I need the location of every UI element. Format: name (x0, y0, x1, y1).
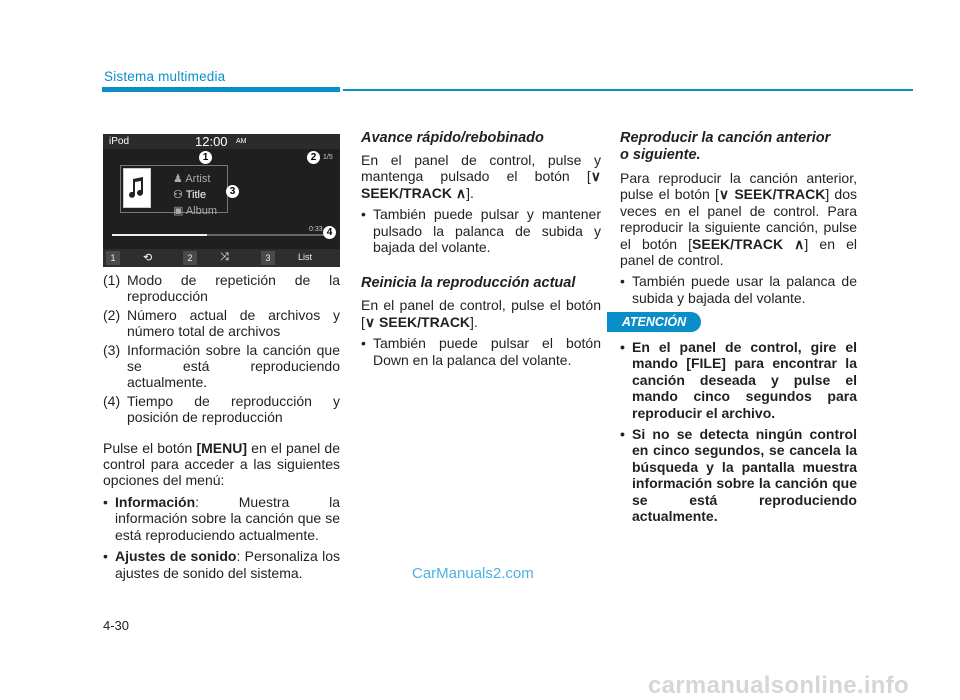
legend-item-4: (4) Tiempo de reproducción y posición de reproducción (103, 392, 340, 426)
caution-badge: ATENCIÓN (607, 312, 701, 332)
column-2 (361, 130, 601, 368)
preset-button-3: 3 (261, 251, 275, 265)
para-fast-forward: En el panel de control, pulse y mantenga pulsado el botón [∨ SEEK/TRACK ∧]. (361, 152, 601, 201)
column-3 (620, 130, 857, 306)
screen-artist: ♟ Artist (173, 173, 211, 185)
bullet-prev-next: • También puede usar la palanca de subida y bajada del volante. (620, 273, 857, 306)
legend-item-1: (1) Modo de repetición de la reproducción (103, 272, 340, 305)
callout-2: 2 (307, 151, 320, 164)
screen-file-count: 1/5 (323, 154, 333, 161)
repeat-icon: ⟲ (143, 252, 153, 264)
section-title: Sistema multimedia (104, 69, 226, 84)
heading-restart: Reinicia la reproducción actual (361, 275, 576, 292)
callout-1: 1 (199, 151, 212, 164)
header-bar-thin (343, 89, 913, 91)
caution-list (620, 339, 857, 524)
legend-item-2: (2) Número actual de archivos y número total de archivos (103, 306, 340, 340)
legend-item-3: (3) Información sobre la canción que se está reproduciendo actualmente. (103, 341, 340, 391)
screen-source-label: iPod (109, 136, 130, 147)
footer-watermark: carmanualsonline.info (648, 672, 910, 699)
preset-button-1: 1 (106, 251, 120, 265)
header-bar-thick (102, 87, 340, 92)
heading-fast-forward: Avance rápido/rebobinado (361, 130, 544, 146)
screen-elapsed-time: 0:33 (309, 226, 323, 233)
column-1 (103, 272, 340, 581)
bullet-restart: • También puede pulsar el botón Down en la palanca del volante. (361, 335, 601, 368)
ipod-screen-illustration (103, 134, 340, 267)
screen-album: ▣ Album (173, 205, 218, 217)
caution-bullet-1: • En el panel de control, gire el mando [FILE] para encontrar la canción deseada y pulse el mando cinco segundos para reproducir el archivo. (620, 339, 857, 421)
menu-bullet-sound: • Ajustes de sonido: Personaliza los ajustes de sonido del sistema. (103, 548, 341, 581)
menu-bullet-info: • Información: Muestra la información sobre la canción que se está reproduciendo actualmente. (103, 493, 340, 543)
para-prev-next: Para reproducir la canción anterior, pulse el botón [∨ SEEK/TRACK] dos veces en el panel de control. Para reproducir la siguiente canción, pulse el botón [SEEK/TRACK ∧] en el panel de control. (620, 170, 857, 269)
progress-fill (112, 234, 207, 236)
page-number: 4-30 (103, 618, 130, 633)
callout-3: 3 (226, 185, 239, 198)
callout-4: 4 (323, 226, 336, 239)
shuffle-icon: ⤨ (220, 251, 229, 263)
watermark-carmanuals2[interactable]: CarManuals2.com (412, 565, 534, 582)
progress-bar (112, 234, 327, 236)
heading-prev-next: Reproducir la canción anterior o siguiente. (620, 130, 831, 163)
screen-ampm: AM (236, 138, 247, 145)
album-art-icon (123, 168, 151, 208)
screen-list-label: List (298, 252, 313, 262)
preset-button-2: 2 (183, 251, 197, 265)
menu-intro: Pulse el botón [MENU] en el panel de control para acceder a las siguientes opciones del menú: (103, 439, 340, 489)
para-restart: En el panel de control, pulse el botón [∨ SEEK/TRACK]. (361, 297, 601, 330)
screen-clock: 12:00 (195, 134, 228, 149)
bullet-fast-forward: • También puede pulsar y mantener pulsado la palanca de subida y bajada del volante. (361, 206, 601, 256)
caution-bullet-2: • Si no se detecta ningún control en cinco segundos, se cancela la búsqueda y la pantalla muestra información sobre la canción que se está reproduciendo actualmente. (620, 426, 857, 525)
screen-title: ⚇ Title (173, 189, 207, 201)
